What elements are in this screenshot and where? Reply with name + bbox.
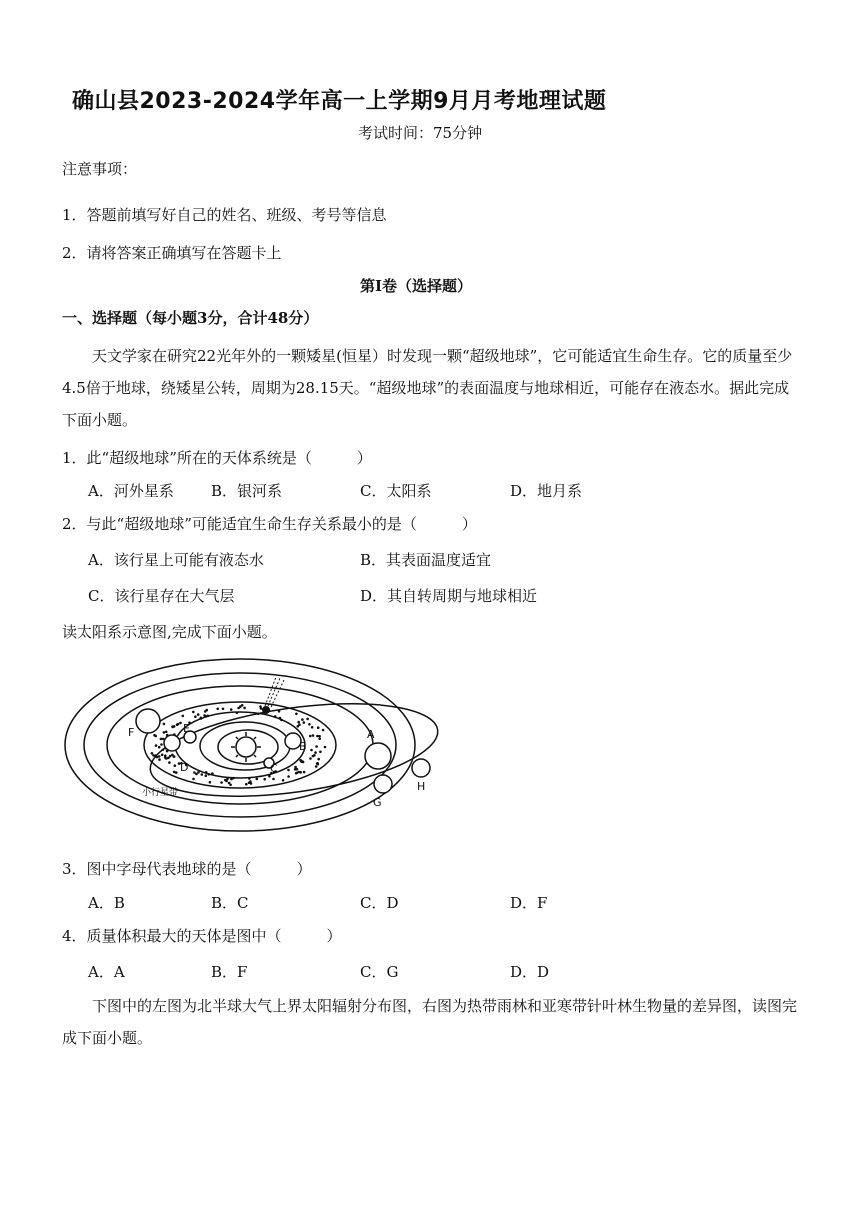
q2-option-d: D．其自转周期与地球相近 <box>360 587 538 605</box>
passage-2: 下图中的左图为北半球大气上界太阳辐射分布图，右图为热带雨林和亚寒带针叶林生物量的差异图，读图完成下面小题。 <box>62 997 798 1047</box>
q4-option-b: B．F <box>211 963 248 981</box>
asteroid-belt-label: 小行星带 <box>142 788 179 798</box>
exam-time: 考试时间：75分钟 <box>358 124 483 142</box>
comet <box>262 677 284 714</box>
label-c: C <box>270 762 278 775</box>
label-g: G <box>373 796 382 809</box>
q4-option-c: C．G <box>360 963 399 981</box>
q1-option-a: A．河外星系 <box>88 482 174 500</box>
label-d: D <box>180 761 189 774</box>
q4-option-a: A．A <box>88 963 125 981</box>
label-f: F <box>128 726 135 739</box>
label-e: E <box>183 722 190 735</box>
q2-option-a: A．该行星上可能有液态水 <box>88 551 264 569</box>
planet-f <box>136 709 160 733</box>
planet-h <box>412 759 430 777</box>
q3-option-b: B．C <box>211 894 249 912</box>
q2-option-c: C．该行星存在大气层 <box>88 587 235 605</box>
comet-orbit <box>145 688 444 812</box>
page-title: 确山县2023-2024学年高一上学期9月月考地理试题 <box>72 89 607 114</box>
figure-intro: 读太阳系示意图,完成下面小题。 <box>62 623 277 641</box>
planet-e <box>164 735 180 751</box>
solar-system-diagram <box>60 650 450 840</box>
part-title: 一、选择题（每小题3分，合计48分） <box>62 309 319 327</box>
q4-option-d: D．D <box>510 963 550 981</box>
q3-option-d: D．F <box>510 894 548 912</box>
notice-item-2: 2．请将答案正确填写在答题卡上 <box>62 244 282 262</box>
section-title: 第Ⅰ卷（选择题） <box>360 277 473 295</box>
label-a: A <box>367 728 375 741</box>
notice-item-1: 1．答题前填写好自己的姓名、班级、考号等信息 <box>62 206 387 224</box>
passage-1: 天文学家在研究22光年外的一颗矮星(恒星）时发现一颗“超级地球”，它可能适宜生命生存。它的质量至少4.5倍于地球，绕矮星公转，周期为28.15天。“超级地球”的表面温度与地球相近，可能存在液态水。据此完成下面小题。 <box>62 347 793 429</box>
notice-heading: 注意事项： <box>62 160 138 178</box>
q1-option-c: C．太阳系 <box>360 482 432 500</box>
question-4-stem: 4．质量体积最大的天体是图中（ ） <box>62 927 342 945</box>
label-h: H <box>417 780 426 793</box>
question-3-stem: 3．图中字母代表地球的是（ ） <box>62 860 312 878</box>
planet-a <box>365 743 391 769</box>
q1-option-d: D．地月系 <box>510 482 583 500</box>
label-b: B <box>299 740 307 753</box>
q3-option-c: C．D <box>360 894 399 912</box>
question-2-stem: 2．与此“超级地球”可能适宜生命生存关系最小的是（ ） <box>62 515 477 533</box>
q1-option-b: B．银河系 <box>211 482 283 500</box>
q2-option-b: B．其表面温度适宜 <box>360 551 492 569</box>
q3-option-a: A．B <box>88 894 125 912</box>
sun-icon <box>231 732 261 762</box>
question-1-stem: 1．此“超级地球”所在的天体系统是（ ） <box>62 449 372 467</box>
planet-g <box>374 775 392 793</box>
